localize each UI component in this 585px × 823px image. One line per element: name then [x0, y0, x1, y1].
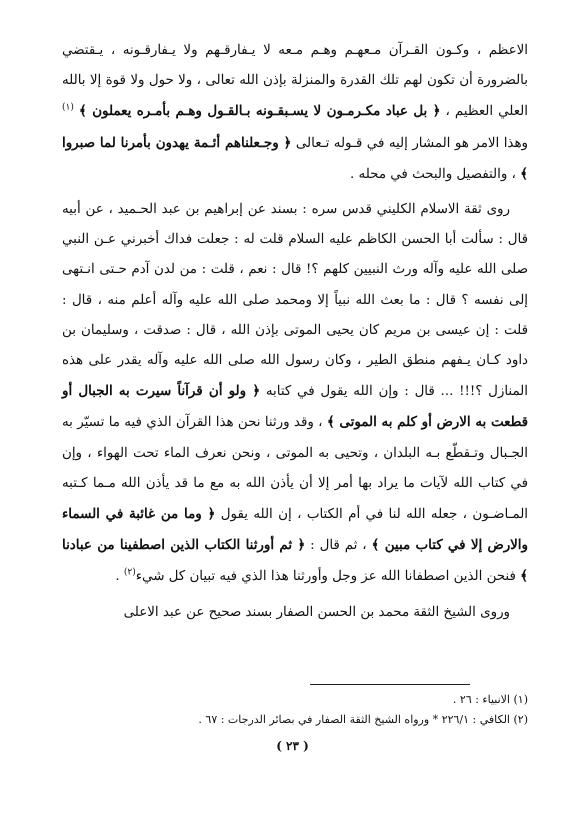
paragraph-2	[62, 195, 528, 593]
quran-quote: ﴿ وجـعلناهم أئـمة يهدون بأمرنا لما صبروا ﴾	[62, 134, 528, 182]
text-run: ، والتفصيل والبحث في محله .	[350, 166, 521, 182]
quran-quote: ﴿ وما من غائبة في السماء والارض إلا في كتاب مبين ﴾	[62, 506, 528, 554]
page-number: ( ٢٣ )	[276, 739, 309, 753]
quran-quote: ﴿ ثم أورثنا الكتاب الذين اصطفينا من عبادنا ﴾	[62, 537, 528, 585]
quran-quote: ﴿ بل عباد مكـرمـون لا يسـبقـونه بـالقـول وهـم بأمـره يعملون ﴾	[78, 103, 441, 120]
text-run: .	[115, 569, 124, 585]
footnote-divider	[310, 684, 470, 685]
text-run: روى ثقة الاسلام الكليني قدس سره : بسند عن إبراهيم بن عبد الحـميد ، عن أبيه قال : سألت أبا الحسن الكاظم عليه السلام قلت له : جعلت فداك أخبرني عـن النبي صلى الله عليه وآله ورث النبيين كلهم ؟! قال : نعم ، قلت : من لدن آدم حـتى انـتهى إلى نفسه ؟ قال : ما بعث الله نبياً إلا ومحمد صلى الله عليه وآله أعلم منه ، قال : قلت : إن عيسى بن مريم كان يحيى الموتى بإذن الله ، قال : صدقت ، وسليمان بن داود كـان يـفهم منطق الطير ، وكان رسول الله صلى الله عليه وآله يقدر على هذه المنازل ؟!!! ... قال : وإن الله يقول في كتابه	[62, 202, 528, 400]
text-run: ، ثم قال :	[305, 538, 372, 554]
main-text	[62, 36, 528, 628]
text-run: وروى الشيخ الثقة محمد بن الحسن الصفار بسند صحيح عن عبد الاعلى	[123, 604, 510, 620]
text-run: الاعظم ، وكـون القـرآن مـعهـم وهـم مـعه لا يـفارقـهم ولا يـفارقـونه ، يـقتضي بالضرورة أن تكون لهم تلك القدرة والمنزلة بإذن الله تعالى ، ولا حول ولا قوة إلا بالله العلي العظيم ،	[62, 43, 528, 120]
footnote-ref-1: (١)	[62, 102, 74, 113]
text-run: فنحن الذين اصطفانا الله عز وجل وأورثنا هذا الذي فيه تبيان كل شيء	[135, 569, 521, 585]
footnote-1: (١) الانبياء : ٢٦ .	[452, 693, 528, 706]
paragraph-3	[62, 598, 528, 628]
footnotes	[62, 690, 528, 730]
footnote-2: (٢) الكافي : ٢٢٦/١ * ورواه الشيخ الثقة الصفار في بصائر الدرجات : ٦٧ .	[198, 713, 528, 726]
text-run: ، وقد ورثنا نحن هذا القرآن الذي فيه ما تسيّر به الجـبال وتـقطّع بـه البلدان ، وتحيى به الموتى ، ونحن نعرف الماء تحت الهواء ، وإن في كتاب الله لآيات ما يراد بها أمر إلا أن يأذن الله به مع ما قد يأذن الله مـما كـتبه المـاضـون ، جعله الله لنا في أم الكتاب ، إن الله يقول	[62, 415, 528, 523]
paragraph-1	[62, 36, 528, 190]
text-run: وهذا الامر هو المشار إليه في قـوله تـعالى	[291, 135, 528, 151]
footnote-ref-2: (٢)	[123, 567, 136, 578]
quran-quote: ﴿ ولو أن قرآناً سيرت به الجبال أو قطعت به الارض أو كلم به الموتى ﴾	[62, 383, 528, 431]
